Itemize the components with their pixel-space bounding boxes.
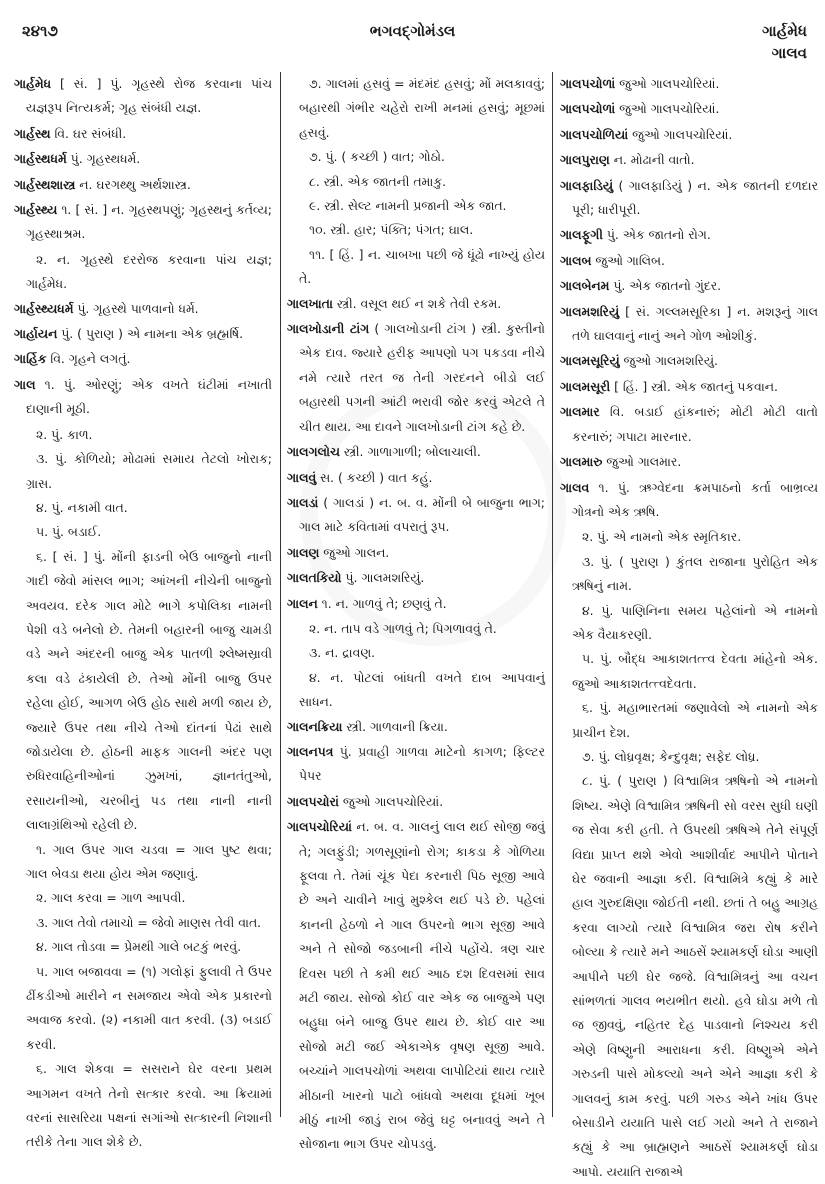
dictionary-entry xyxy=(560,148,818,172)
entry-sense xyxy=(14,423,272,447)
entry-sense xyxy=(287,145,545,169)
entry-sense xyxy=(287,194,545,218)
definition-text: ( ગાલખોડાની ટાંગ ) સ્ત્રી. કુસ્તીનો એક દાવ. જ્યારે હરીફ આપણો પગ પકડવા નીચે નમે ત્યારે તરત જ તેની ગરદનને બીડો લઈ બહારથી પગની આંટી ભરાવી જોર કરવું એટલે તે ચીત થાય. આ દાવને ગાલખોડાની ટાંગ કહે છે. xyxy=(299,321,546,434)
dictionary-entry xyxy=(560,223,818,247)
definition-text: સ. ( કચ્છી ) વાત કહું. xyxy=(316,469,433,485)
definition-text: પું. ગૃહસ્થધર્મ. xyxy=(66,151,141,167)
definition-text: ન. ઘરગથ્થુ અર્થશાસ્ત્ર. xyxy=(75,176,191,192)
dictionary-entry xyxy=(14,72,272,121)
headword: ગાલવું xyxy=(287,469,317,485)
definition-text: ૩. ન. દ્રાવણ. xyxy=(309,645,376,661)
dictionary-entry xyxy=(287,317,545,439)
headword: ગાલન xyxy=(287,595,318,611)
definition-text: જુઓ ગાલપચોરિયાં. xyxy=(615,76,720,91)
definition-text: [ સં. ગલ્લમસૂરિકા ] ન. મશરૂનું ગાલ તળે ઘાલવાનું નાનું અને ગોળ ઓશીકું. xyxy=(572,303,818,344)
definition-text: ૫. ગાલ બજાવવા = (૧) ગલોફાં ફુલાવી તે ઉપર ઢીંકડીઓ મારીને ન સમજાય એવો એક પ્રકારનો અવાજ કરવો. (૨) નકામી વાત કરવી. (૩) બડાઈ કરવી. xyxy=(26,963,272,1052)
entry-sense xyxy=(560,550,818,599)
definition-text: જુઓ ગાલપચોરિયાં. xyxy=(615,101,720,117)
definition-text: ૨. પું. એ નામનો એક સ્મૃતિકાર. xyxy=(582,529,742,545)
definition-text: વિ. ગૃહને લગતું. xyxy=(46,351,131,367)
entry-sense xyxy=(287,243,545,292)
definition-text: ૪. પું. પાણિનિના સમય પહેલાંનો એ નામનો એક વૈયાકરણી. xyxy=(572,602,818,642)
definition-text: [ હિં. ] સ્ત્રી. એક જાતનું પકવાન. xyxy=(610,378,778,394)
headword: ગાલપુરાણ xyxy=(560,152,610,168)
entry-sense xyxy=(14,248,272,297)
headword: ગાલપચોળાં xyxy=(560,76,616,91)
definition-text: ૭. પું. લોધ્રવૃક્ષ; કેન્દુવૃક્ષ; સફેદ લોધ્ર. xyxy=(582,748,760,764)
definition-text: પું. ગાલમશરિયું. xyxy=(341,570,425,586)
guide-word-last: ગાલવ xyxy=(771,44,807,62)
definition-text: ૨. ગાલ કરવા = ગાળ આપવી. xyxy=(36,890,186,906)
dictionary-entry xyxy=(287,292,545,316)
dictionary-entry xyxy=(560,123,818,147)
headword: ગાલમશરિયું xyxy=(560,303,620,319)
dictionary-entry xyxy=(14,198,272,247)
entry-sense xyxy=(287,641,545,665)
definition-text: ( ગાલડાં ) ન. બ. વ. મોંની બે બાજુના ભાગ; ગાલ માટે કવિતામાં વપરાતું રૂપ. xyxy=(299,494,545,535)
column-1 xyxy=(14,72,272,1155)
dictionary-entry xyxy=(560,97,818,121)
entry-sense xyxy=(560,647,818,696)
dictionary-entry xyxy=(560,375,818,399)
headword: ગાર્હમેધ xyxy=(14,76,52,91)
headword: ગાર્હસ્થ xyxy=(14,125,51,141)
headword: ગાલમસૂરી xyxy=(560,378,611,394)
dictionary-entry xyxy=(287,440,545,464)
definition-text: જુઓ ગાલમશરિયું. xyxy=(619,353,718,369)
definition-text: સ્ત્રી. ગાળાગાળી; બોલાચાલી. xyxy=(339,444,481,460)
definition-text: સ્ત્રી. વસૂલ થઈ ન શકે તેવી રકમ. xyxy=(332,295,502,311)
guide-word-first: ગાર્હમેધ xyxy=(762,22,807,40)
dictionary-entry xyxy=(560,400,818,449)
definition-text: ૧૧. [ હિં. ] ન. ચાબખા પછી જે ધૂંઢો નાખ્યું હોય તે. xyxy=(299,246,545,287)
entry-sense xyxy=(287,170,545,194)
headword: ગાલફાડિયું xyxy=(560,177,614,193)
headword: ગાલબ xyxy=(560,252,592,268)
definition-text: ૩. પું. કોળિયો; મોઢામાં સમાય તેટલો ખોરાક; ગ્રાસ. xyxy=(26,451,272,491)
headword: ગાલડાં xyxy=(287,494,319,510)
definition-text: ૬. પું. મહાભારતમાં જણાવેલો એ નામનો એક પ્રાચીન દેશ. xyxy=(572,700,818,740)
definition-text: પું. એક જાતનો ગુંદર. xyxy=(609,278,722,294)
headword: ગાર્હસ્થધર્મ xyxy=(14,151,67,167)
definition-text: ૨. ન. તાપ વડે ગાળવું તે; પિગળાવવું તે. xyxy=(309,620,497,636)
dictionary-entry xyxy=(560,349,818,373)
definition-text: ૪. પું. નકામી વાત. xyxy=(36,499,128,515)
dictionary-entry xyxy=(287,740,545,789)
headword: ગાર્હસ્થ્ય xyxy=(14,202,58,218)
entry-sense xyxy=(560,599,818,648)
definition-text: વિ. બડાઈ હાંકનારું; મોટી મોટી વાતો કરનારું; ગપાટા મારનાર. xyxy=(572,404,818,444)
definition-text: જુઓ ગાલપચોરિયાં. xyxy=(338,793,444,809)
entry-sense xyxy=(560,696,818,745)
definition-text: વિ. ઘર સંબંધી. xyxy=(50,125,127,141)
dictionary-entry xyxy=(287,815,545,1157)
headword: ગાર્હસ્થ્યધર્મ xyxy=(14,300,74,316)
dictionary-entry xyxy=(560,72,818,96)
definition-text: ૨. ન. ગૃહસ્થે દરરોજ કરવાના પાંચ યજ્ઞ; ગાર્હમેધ. xyxy=(26,251,272,292)
dictionary-entry xyxy=(287,715,545,739)
definition-text: ૧. ન. ગાળવું તે; છણવું તે. xyxy=(317,595,447,611)
definition-text: ૭. ગાલમાં હસવું = મંદમંદ હસવું; મોં મલકાવવું; બહારથી ગંભીર ચહેરો રાખી મનમાં હસવું; મૂછમાં હસવું. xyxy=(299,76,545,140)
entry-sense xyxy=(14,545,272,838)
dictionary-entry xyxy=(14,373,272,422)
dictionary-entry xyxy=(14,297,272,321)
page-title: ભગવદ્ગોમંડલ xyxy=(369,22,456,40)
headword: ગાલપચોરાં xyxy=(287,793,339,809)
definition-text: ૮. પું. ( પુરાણ ) વિશ્વામિત્ર ઋષિનો એ નામનો શિષ્ય. એણે વિશ્વામિત્ર ઋષિની સો વરસ સુધી ઘણી જ સેવા કરી હતી. તે ઉપરથી ઋષિએ તેને સંપૂર્ણ વિદ્યા પ્રાપ્ત થશે એવો આશીર્વાદ આપીને પોતાને ઘેર જવાની આજ્ઞા કરી. વિશ્વામિત્રે કહ્યું કે મારે હાલ ગુરુદક્ષિણા જોઈતી નથી. છતાં તે બહુ આગ્રહ કરવા લાગ્યો ત્યારે વિશ્વામિત્ર જરા રોષ કરીને બોલ્યા કે ત્યારે મને આઠસેં શ્યામકર્ણ ઘોડા આણી આપીને પછી ઘેર જજે. વિશ્વામિત્રનું આ વચન સાંભળતાં ગાલવ ભયભીત થયો. હવે ઘોડા મળે તો જ જીવવું, નહિતર દેહ પાડવાનો નિશ્ચય કરી એણે વિષ્ણુની આરાધના કરી. વિષ્ણુએ એને ગરુડની પાસે મોકલ્યો અને એને આજ્ઞા કરી કે ગાલવનું કામ કરવું. પછી ગરુડ એને ખાંધ ઉપર બેસાડીને યયાતિ પાસે લઈ ગયો અને તે રાજાને કહ્યું કે આ બ્રાહ્મણને આઠસેં શ્યામકર્ણ ઘોડા આપો. યયાતિ રાજાએ xyxy=(572,773,818,1179)
column-divider xyxy=(552,72,553,1117)
definition-text: ( ગાલફાડિયું ) ન. એક જાતની દળદાર પૂરી; ધારીપૂરી. xyxy=(572,177,818,218)
page-number: ૨૪૧૭ xyxy=(22,22,58,40)
headword: ગાલપચોળાં xyxy=(560,101,616,117)
entry-sense xyxy=(14,838,272,887)
entry-sense xyxy=(14,447,272,496)
headword: ગાલમસૂરિયું xyxy=(560,353,620,369)
definition-text: ૧. ગાલ ઉપર ગાલ ચડવા = ગાલ પુષ્ટ થવા; ગાલ બેવડા થયા હોય એમ જણાવું. xyxy=(26,841,272,881)
entry-sense xyxy=(14,496,272,520)
headword: ગાલણ xyxy=(287,544,320,560)
dictionary-entry xyxy=(287,541,545,565)
definition-text: ૧૦. સ્ત્રી. હાર; પંક્તિ; પંગત; ઘાલ. xyxy=(309,222,474,238)
dictionary-entry xyxy=(560,450,818,474)
headword: ગાર્હાયન xyxy=(14,326,58,342)
dictionary-entry xyxy=(14,147,272,171)
headword: ગાલનપત્ર xyxy=(287,743,334,759)
dictionary-entry xyxy=(14,322,272,346)
definition-text: ન. બ. વ. ગાલનું લાલ થઈ સોજી જવું તે; ગલફુંડી; ગળસૂણાંનો રોગ; કાકડા કે ગોળિયા ફૂલવા તે. તેમાં ચૂંક પેદા કરનારી પિઠ સૂજી આવે છે અને ચાવીને ખાવું મુશ્કેલ થઈ પડે છે. પહેલાં કાનની હેઠળો ને ગાલ ઉપરનો ભાગ સૂજી આવે અને તે સોજો જડબાની નીચે પહોંચે. ત્રણ ચાર દિવસ પછી તે કમી થઈ આઠ દશ દિવસમાં સાવ મટી જાય. સોજો કોઈ વાર એક જ બાજુએ પણ બહુધા બંને બાજુ ઉપર થાય છે. કોઈ વાર આ સોજો મટી જઈ એકાએક વૃષણ સૂજી આવે. બચ્ચાંને ગાલપચોળાં અથવા લાપોટિયાં થાય ત્યારે મીઠાની ખારનો પાટો બાંધવો અથવા દૂધમાં ખૂબ મીઠું નાખી જાડું રાબ જેવું ઘટ્ટ બનાવવું અને તે સોજાના ભાગ ઉપર ચોપડવું. xyxy=(299,819,545,1152)
dictionary-entry xyxy=(14,347,272,371)
entry-sense xyxy=(14,886,272,910)
entry-sense xyxy=(14,520,272,544)
entry-sense xyxy=(287,218,545,242)
definition-text: ૪. ગાલ તોડવા = પ્રેમથી ગાલે બટકું ભરવું. xyxy=(36,939,242,955)
headword: ગાલફૂગી xyxy=(560,227,603,243)
definition-text: ૫. પું. બડાઈ. xyxy=(36,524,102,540)
definition-text: જુઓ ગાલિબ. xyxy=(591,252,665,268)
dictionary-entry xyxy=(287,466,545,490)
definition-text: જુઓ ગાલન. xyxy=(319,544,390,560)
entry-sense xyxy=(560,525,818,549)
headword: ગાલગલોચ xyxy=(287,444,340,460)
entry-sense xyxy=(287,72,545,145)
definition-text: ૧. પું. ઓરણું; એક વખતે ઘંટીમાં નખાતી દાણાની મૂઠી. xyxy=(26,376,272,417)
definition-text: પું. એક જાતનો રોગ. xyxy=(602,227,711,243)
entry-sense xyxy=(14,960,272,1058)
definition-text: સ્ત્રી. ગાળવાની ક્રિયા. xyxy=(342,718,448,734)
dictionary-entry xyxy=(287,790,545,814)
headword: ગાલખોડાની ટાંગ xyxy=(287,321,370,337)
definition-text: ૧. પું. ઋગ્વેદના ક્રમપાઠનો કર્તા બાભ્રવ્ય ગોત્રનો એક ઋષિ. xyxy=(572,479,818,519)
headword: ગાલબેનમ xyxy=(560,278,610,294)
headword: ગાલખાતા xyxy=(287,295,333,311)
headword: ગાલપચોળિયાં xyxy=(560,126,629,142)
dictionary-entry xyxy=(287,592,545,616)
entry-sense xyxy=(14,1057,272,1155)
definition-text: ૯. સ્ત્રી. સેલ્ટ નામની પ્રજાની એક જાત. xyxy=(309,198,507,214)
column-divider xyxy=(280,72,281,1117)
definition-text: પું. ( પુરાણ ) એ નામના એક બ્રહ્મર્ષિ. xyxy=(57,326,244,342)
definition-text: ૪. ન. પોટલાં બાંધતી વખતે દાબ આપવાનું સાધન. xyxy=(299,669,545,710)
definition-text: ૩. ગાલ તેવો તમાચો = જેવો માણસ તેવી વાત. xyxy=(36,914,262,930)
column-3 xyxy=(560,72,818,1184)
entry-sense xyxy=(287,666,545,715)
definition-text: જુઓ ગાલમાર. xyxy=(602,454,682,470)
dictionary-entry xyxy=(14,173,272,197)
headword: ગાલમારુ xyxy=(560,454,603,470)
definition-text: જુઓ ગાલપચોરિયાં. xyxy=(628,126,733,142)
entry-sense xyxy=(14,911,272,935)
entry-sense xyxy=(560,769,818,1184)
definition-text: [ સં. ] પું. ગૃહસ્થે રોજ કરવાના પાંચ યજ્ઞરૂપ નિત્યકર્મ; ગૃહ સંબંધી યજ્ઞ. xyxy=(26,76,272,116)
dictionary-entry xyxy=(560,174,818,223)
dictionary-entry xyxy=(14,122,272,146)
definition-text: ૫. પું. બૌદ્ધ આકાશતત્ત્વ દેવતા માંહેનો એક. જુઓ આકાશતત્ત્વદેવતા. xyxy=(572,651,818,691)
headword: ગાલતકિયો xyxy=(287,570,342,586)
dictionary-entry xyxy=(560,300,818,349)
definition-text: ૮. સ્ત્રી. એક જાતની તમાકુ. xyxy=(309,173,447,189)
headword: ગાર્હસ્થશાસ્ત્ર xyxy=(14,176,76,192)
definition-text: ૩. પું. ( પુરાણ ) કુંતલ રાજાના પુરોહિત એક ઋષિનું નામ. xyxy=(572,553,818,594)
definition-text: ૬. [ સં. ] પું. મોંની ફાડની બેઉ બાજુનો નાની ગાદી જેવો માંસલ ભાગ; આંખની નીચેની બાજુનો અવયવ. દરેક ગાલ મોટે ભાગે કપોલિકા નામની પેશી વડે બનેલો છે. તેમની બહારની બાજુ ચામડી વડે અને અંદરની બાજુ એક પાતળી શ્લેષ્મસ્રાવી કલા વડે ઢંકાયેલી છે. તેઓ મોંની બાજુ ઉપર રહેલા હોઈ, આગળ બેઉ હોઠ સાથે મળી જાય છે, જ્યારે ઉપર તથા નીચે તેઓ દાંતનાં પેઢાં સાથે જોડાયેલા છે. હોઠની માફક ગાલની અંદર પણ રુધિરવાહિનીઓનાં ઝુમખાં, જ્ઞાનતંતુઓ, રસાયનીઓ, ચરબીનું પડ તથા નાની નાની લાલાગ્રંથિઓ રહેલી છે. xyxy=(26,548,272,833)
definition-text: ૨. પું. કાળ. xyxy=(36,426,93,442)
headword: ગાલવ xyxy=(560,479,590,495)
column-2 xyxy=(287,72,545,1158)
headword: ગાલપચોરિયાં xyxy=(287,819,352,835)
entry-sense xyxy=(14,935,272,959)
dictionary-entry xyxy=(560,476,818,525)
definition-text: ૧. [ સં. ] ન. ગૃહસ્થપણું; ગૃહસ્થનું કર્તવ્ય; ગૃહસ્થાશ્રમ. xyxy=(26,202,272,242)
definition-text: પું. પ્રવાહી ગાળવા માટેનો કાગળ; ફિલ્ટર પેપર xyxy=(299,743,545,784)
headword: ગાલમાર xyxy=(560,404,600,420)
entry-sense xyxy=(560,745,818,769)
definition-text: ૬. ગાલ શેકવા = સસરાને ઘેર વરના પ્રથમ આગમન વખતે તેનો સત્કાર કરવો. આ ક્રિયામાં વરનાં સાસરિયા પક્ષનાં સગાંઓ સત્કારની નિશાની તરીકે તેના ગાલ શેકે છે. xyxy=(26,1061,272,1150)
definition-text: ૭. પું. ( કચ્છી ) વાત; ગોઠો. xyxy=(309,149,445,165)
dictionary-entry xyxy=(560,274,818,298)
entry-sense xyxy=(287,617,545,641)
headword: ગાલનક્રિયા xyxy=(287,718,343,734)
definition-text: ન. મોઢાની વાતો. xyxy=(609,152,695,168)
dictionary-entry xyxy=(287,566,545,590)
dictionary-entry xyxy=(560,249,818,273)
definition-text: પું. ગૃહસ્થે પાળવાનો ધર્મ. xyxy=(73,300,199,316)
headword: ગાલ xyxy=(14,376,36,392)
headword: ગાર્હિક xyxy=(14,351,47,367)
dictionary-entry xyxy=(287,491,545,540)
